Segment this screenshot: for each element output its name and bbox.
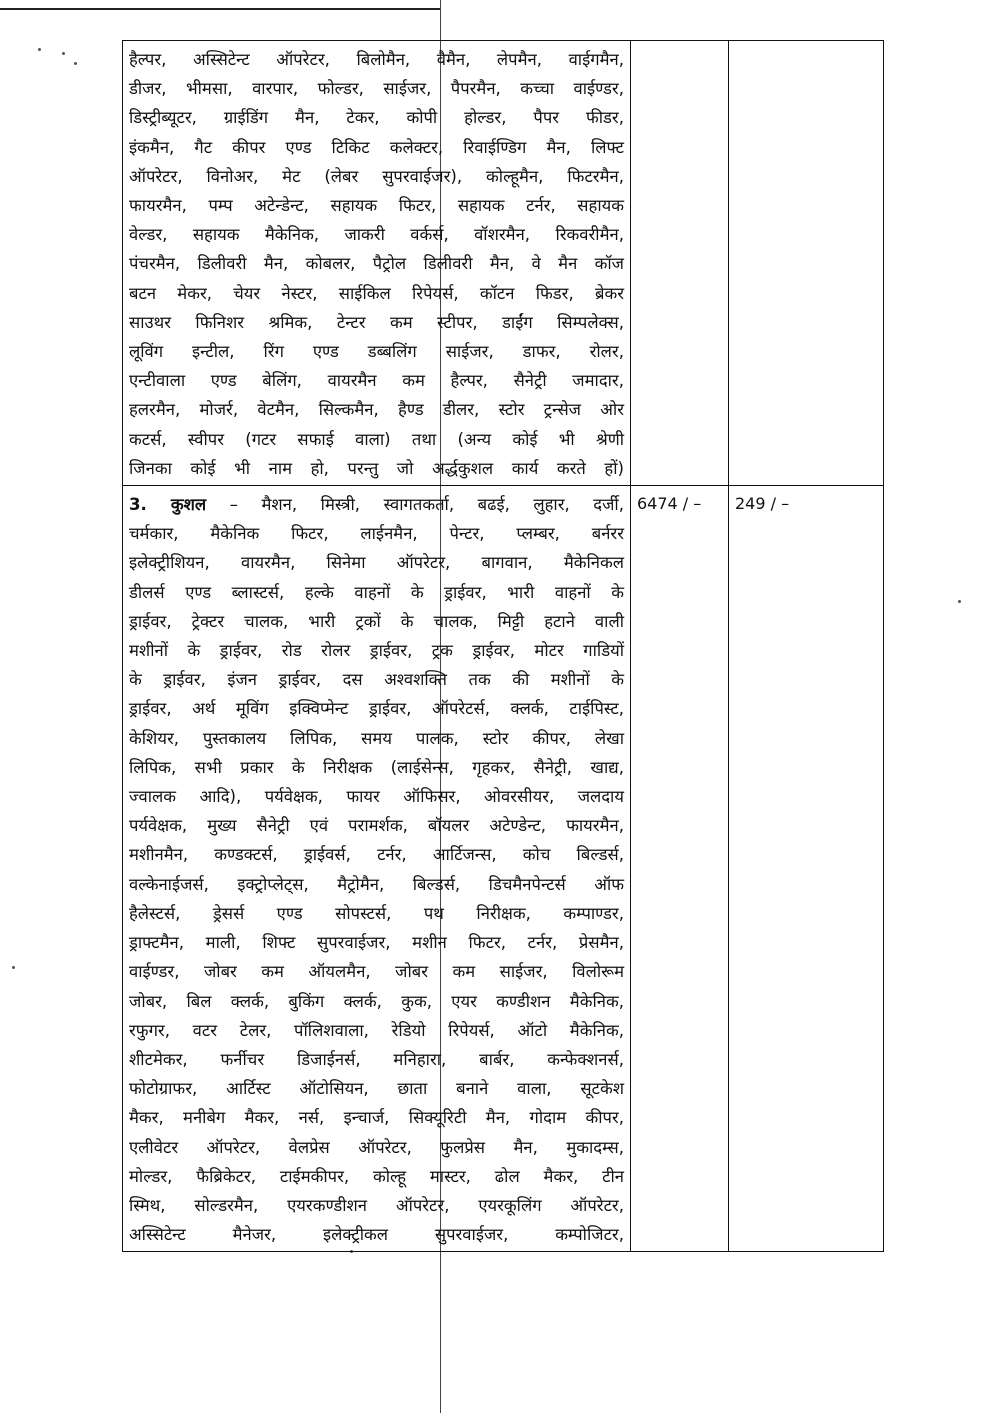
text-line: इलेक्ट्रीशियन, वायरमैन, सिनेमा ऑपरेटर, बागवान, मैकेनिकल: [129, 553, 624, 573]
daily-wage-cell: [729, 486, 884, 1252]
text-line: इंकमैन, गैट कीपर एण्ड टिकिट कलेक्टर, रिवाईण्डिग मैन, लिफ्ट: [129, 137, 624, 157]
text-line: केशियर, पुस्तकालय लिपिक, समय पालक, स्टोर कीपर, लेखा: [129, 728, 624, 748]
text-line: एलीवेटर ऑपरेटर, वेलप्रेस ऑपरेटर, फुलप्रेस मैन, मुकादम्स,: [129, 1137, 624, 1157]
text-line: मशीनों के ड्राईवर, रोड रोलर ड्राईवर, ट्रक ड्राईवर, मोटर गाडियों: [129, 641, 624, 661]
text-line: डीजर, भीमसा, वारपार, फोल्डर, साईजर, पैपरमैन, कच्चा वाईण्डर,: [129, 79, 624, 99]
scan-speck: [12, 966, 15, 969]
occupation-list: [123, 486, 630, 1251]
text-line: वल्केनाईजर्स, इक्ट्रोप्लेट्स, मैट्रोमैन, बिल्डर्स, डिचमैनपेन्टर्स ऑफ: [129, 874, 624, 894]
text-line: पर्यवेक्षक, मुख्य सैनेट्री एवं परामर्शक, बॉयलर अटेण्डेन्ट, फायरमैन,: [129, 816, 624, 836]
text-line: पंचरमैन, डिलीवरी मैन, कोबलर, पैट्रोल डिलीवरी मैन, वे मैन कॉज: [129, 254, 624, 274]
text-line: जोबर, बिल क्लर्क, बुकिंग क्लर्क, कुक, एयर कण्डीशन मैकेनिक,: [129, 991, 624, 1011]
daily-wage-cell: [729, 41, 884, 486]
monthly-wage-cell: [631, 486, 729, 1252]
text-line: हैलेस्टर्स, ड्रेसर्स एण्ड सोपस्टर्स, पथ निरीक्षक, कम्पाण्डर,: [129, 903, 624, 923]
text-line: ड्राईवर, अर्थ मूविंग इक्विप्मेन्ट ड्राईवर, ऑपरेटर्स, क्लर्क, टाईपिस्ट,: [129, 699, 624, 719]
text-line: मोल्डर, फैब्रिकेटर, टाईमकीपर, कोल्हू मास्टर, ढोल मैकर, टीन: [129, 1166, 624, 1186]
scan-speck: [38, 48, 41, 51]
text-line: फोटोग्राफर, आर्टिस्ट ऑटोसियन, छाता बनाने वाला, सूटकेश: [129, 1079, 624, 1099]
scan-speck: [62, 52, 65, 55]
occupation-list: [123, 41, 630, 485]
top-rule: [0, 8, 440, 10]
text-line: ड्राफ्टमैन, माली, शिफ्ट सुपरवाईजर, मशीन फिटर, टर्नर, प्रेसमैन,: [129, 933, 624, 953]
text-line: फायरमैन, पम्प अटेन्डेन्ट, सहायक फिटर, सहायक टर्नर, सहायक: [129, 196, 624, 216]
text-line: लिपिक, सभी प्रकार के निरीक्षक (लाईसेन्स, गृहकर, सैनेट्री, खाद्य,: [129, 757, 624, 777]
scan-speck: [958, 600, 961, 603]
text-line: चर्मकार, मैकेनिक फिटर, लाईनमैन, पेन्टर, प्लम्बर, बर्नरर: [129, 524, 624, 544]
text-line: रफुगर, वटर टेलर, पॉलिशवाला, रेडियो रिपेयर्स, ऑटो मैकेनिक,: [129, 1020, 624, 1040]
category-cell: [123, 486, 631, 1252]
text-line: शीटमेकर, फर्नीचर डिजाईनर्स, मनिहारा, बार्बर, कन्फेक्शनर्स,: [129, 1049, 624, 1069]
text-line: वाईण्डर, जोबर कम ऑयलमैन, जोबर कम साईजर, विलोरूम: [129, 962, 624, 982]
text-line: मैकर, मनीबेग मैकर, नर्स, इन्चार्ज, सिक्यूरिटी मैन, गोदाम कीपर,: [129, 1108, 624, 1128]
text-line: मशीनमैन, कण्डक्टर्स, ड्राईवर्स, टर्नर, आर्टिजन्स, कोच बिल्डर्स,: [129, 845, 624, 865]
text-line: डीलर्स एण्ड ब्लास्टर्स, हल्के वाहनों के ड्राईवर, भारी वाहनों के: [129, 582, 624, 602]
daily-wage-value: [729, 41, 883, 49]
text-line: लूविंग इन्टील, रिंग एण्ड डब्बलिंग साईजर, डाफर, रोलर,: [129, 342, 624, 362]
wage-table: [122, 40, 884, 1252]
text-line: डिस्ट्रीब्यूटर, ग्राईडिंग मैन, टेकर, कोपी होल्डर, पैपर फीडर,: [129, 108, 624, 128]
text-line: बटन मेकर, चेयर नेस्टर, साईकिल रिपेयर्स, कॉटन फिडर, ब्रेकर: [129, 283, 624, 303]
table-row: [123, 486, 884, 1252]
monthly-wage-cell: [631, 41, 729, 486]
table-row: [123, 41, 884, 486]
monthly-wage-value: 6474 / –: [637, 494, 702, 514]
scan-speck: [74, 62, 77, 65]
text-line: ऑपरेटर, विनोअर, मेट (लेबर सुपरवाईजर), कोल्हूमैन, फिटरमैन,: [129, 166, 624, 186]
text-line: हलरमैन, मोजर्र, वेटमैन, सिल्कमैन, हैण्ड डीलर, स्टोर ट्रन्सेज ओर: [129, 400, 624, 420]
category-heading-line: [129, 490, 624, 519]
text-line: ड्राईवर, ट्रेक्टर चालक, भारी ट्रकों के चालक, मिट्टी हटाने वाली: [129, 611, 624, 631]
text-line: वेल्डर, सहायक मैकेनिक, जाकरी वर्कर्स, वॉशरमैन, रिकवरीमैन,: [129, 225, 624, 245]
text-line: जिनका कोई भी नाम हो, परन्तु जो अर्द्धकुशल कार्य करते हों): [129, 458, 624, 478]
text-line: कटर्स, स्वीपर (गटर सफाई वाला) तथा (अन्य कोई भी श्रेणी: [129, 429, 624, 449]
text-line: हैल्पर, अस्सिटेन्ट ऑपरेटर, बिलोमैन, वैमैन, लेपमैन, वाईगमैन,: [129, 50, 624, 69]
text-line: स्मिथ, सोल्डरमैन, एयरकण्डीशन ऑपरेटर, एयरकूलिंग ऑपरेटर,: [129, 1195, 624, 1215]
category-heading: 3. कुशल: [129, 495, 207, 515]
text-line: के ड्राईवर, इंजन ड्राईवर, दस अश्वशक्ति तक की मशीनों के: [129, 670, 624, 690]
text-line: एन्टीवाला एण्ड बेलिंग, वायरमैन कम हैल्पर, सैनेट्री जमादार,: [129, 371, 624, 391]
monthly-wage-value: [631, 41, 728, 49]
text-line: ज्वालक आदि), पर्यवेक्षक, फायर ऑफिसर, ओवरसीयर, जलदाय: [129, 787, 624, 807]
category-cell: [123, 41, 631, 486]
daily-wage-value: 249 / –: [735, 494, 790, 514]
category-heading-rest: – मैशन, मिस्त्री, स्वागतकर्ता, बढई, लुहार, दर्जी,: [206, 495, 624, 515]
text-line: साउथर फिनिशर श्रमिक, टेन्टर कम स्टीपर, डाईंग सिम्पलेक्स,: [129, 312, 624, 332]
text-line: अस्सिटेन्ट मैनेजर, इलेक्ट्रीकल सुपरवाईजर, कम्पोजिटर,: [129, 1225, 624, 1245]
